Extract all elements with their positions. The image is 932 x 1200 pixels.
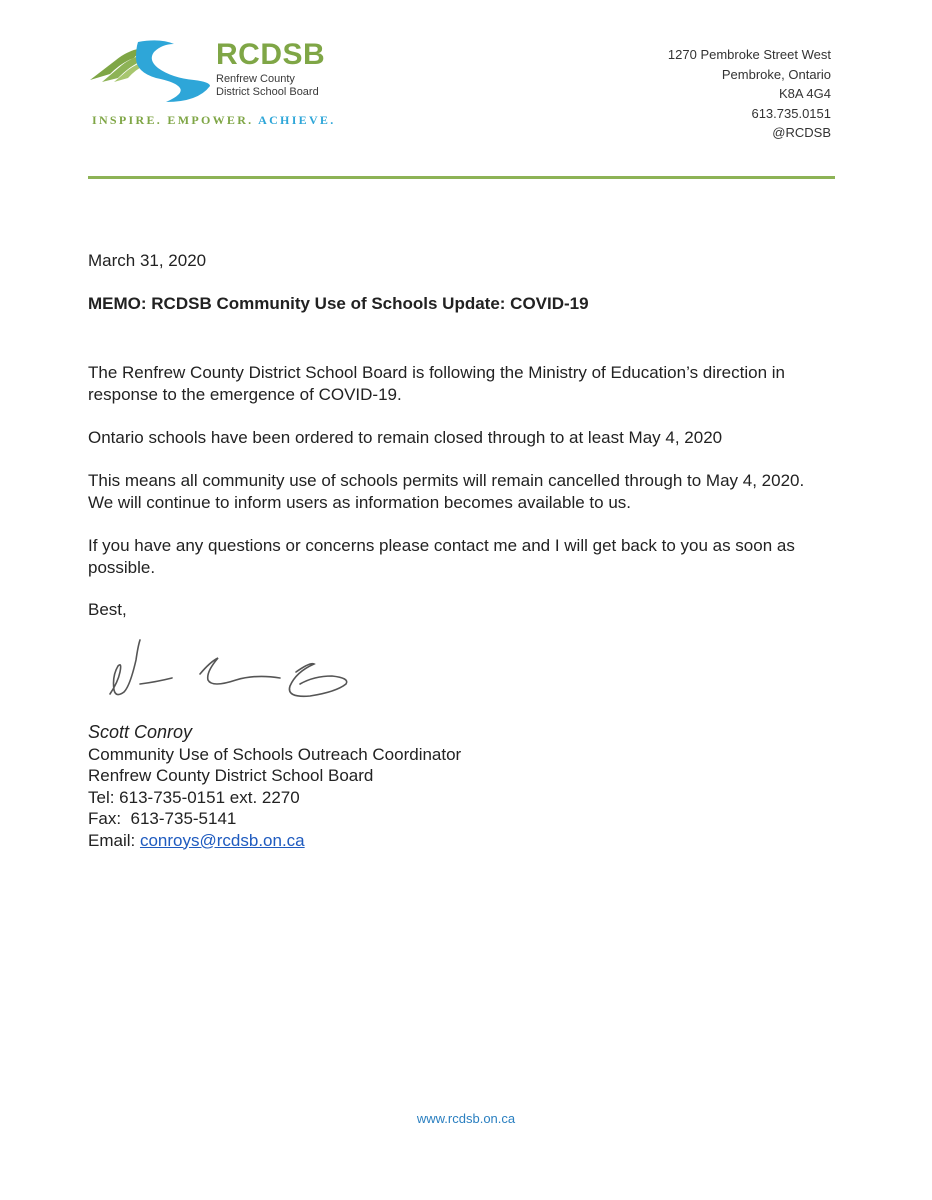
tagline-empower: EMPOWER. (167, 113, 254, 127)
address-city: Pembroke, Ontario (721, 66, 831, 82)
memo-paragraph: Ontario schools have been ordered to remain closed through to at least May 4, 2020 (88, 428, 723, 447)
email-link[interactable]: conroys@rcdsb.on.ca (139, 830, 305, 850)
memo-paragraph: The Renfrew County District School Board is following the Ministry of Education’s direction in response to the emergence of COVID-19. (88, 363, 785, 404)
address-phone: 613.735.0151 (751, 105, 831, 121)
tagline (92, 113, 336, 128)
signer-title: Community Use of Schools Outreach Coordinator (88, 744, 462, 764)
address-social-handle: @RCDSB (772, 125, 831, 140)
signer-name: Scott Conroy (88, 722, 193, 742)
footer-website[interactable]: www.rcdsb.on.ca (416, 1111, 516, 1126)
org-name-line-1: Renfrew County (216, 73, 295, 85)
river-road-logo-icon (88, 38, 213, 106)
memo-closing: Best, (88, 600, 127, 619)
tagline-inspire: INSPIRE. (92, 113, 163, 127)
signer-email-line (88, 830, 461, 852)
address-postal-code: K8A 4G4 (778, 86, 831, 101)
signer-block (88, 722, 461, 851)
rcdsb-logo (88, 38, 338, 130)
email-label: Email: (88, 830, 140, 850)
signer-fax: Fax: 613-735-5141 (88, 809, 237, 828)
header-divider (88, 176, 835, 179)
org-abbreviation: RCDSB (216, 38, 326, 71)
address-block (668, 45, 831, 143)
signer-organization: Renfrew County District School Board (88, 766, 374, 785)
address-street: 1270 Pembroke Street West (667, 47, 831, 62)
signer-tel: Tel: 613-735-0151 ext. 2270 (88, 787, 300, 807)
org-name-line-2: District School Board (216, 86, 319, 98)
tagline-achieve: ACHIEVE. (258, 113, 336, 127)
memo-date: March 31, 2020 (88, 251, 207, 270)
memo-paragraph: This means all community use of schools permits will remain cancelled through to May 4, 2020. We will continue to inform users as information becomes available to us. (88, 471, 805, 512)
org-full-name (216, 73, 319, 99)
memo-paragraph: If you have any questions or concerns please contact me and I will get back to you as soon as possible. (88, 536, 795, 577)
memo-subject: MEMO: RCDSB Community Use of Schools Update: COVID-19 (88, 294, 589, 313)
handwritten-signature (100, 632, 360, 712)
